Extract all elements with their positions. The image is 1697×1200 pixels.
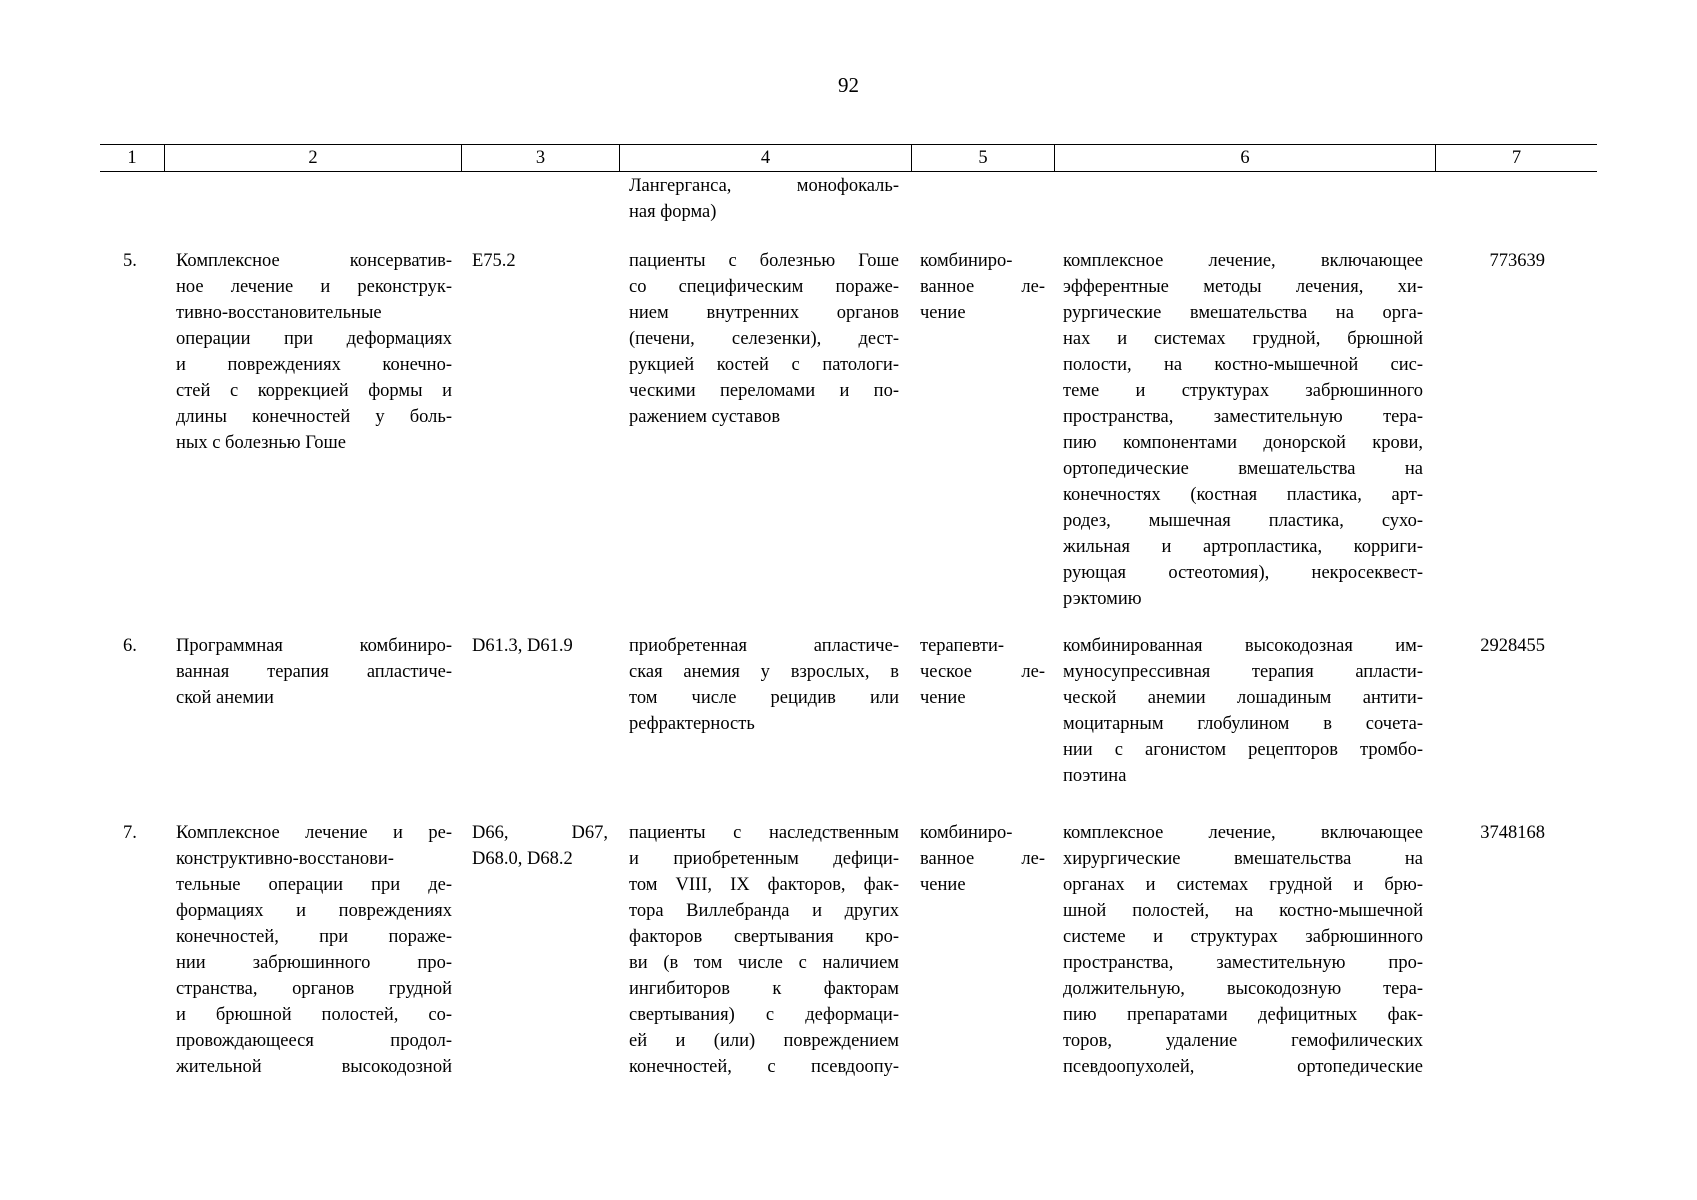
- text-line: том VIII, IX факторов, фак-: [629, 875, 899, 895]
- text-line: ской анемии: [176, 688, 274, 708]
- text-line: стей с коррекцией формы и: [176, 381, 452, 401]
- text-line: приобретенная апластиче-: [629, 636, 899, 656]
- text-line: ческими переломами и по-: [629, 381, 899, 401]
- text-line: органах и системах грудной и брю-: [1063, 875, 1423, 895]
- patient-model: [629, 633, 899, 737]
- treatment-type: [920, 820, 1045, 898]
- column-header-1: 1: [127, 148, 137, 168]
- text-line: конструктивно-восстанови-: [176, 849, 394, 869]
- text-line: факторов свертывания кро-: [629, 927, 899, 947]
- text-line: том числе рецидив или: [629, 688, 899, 708]
- text-line: пациенты с болезнью Гоше: [629, 251, 899, 271]
- column-header-4: 4: [760, 148, 771, 168]
- text-line: пию компонентами донорской крови,: [1063, 433, 1423, 453]
- text-line: операции при деформациях: [176, 329, 452, 349]
- text-line: ных с болезнью Гоше: [176, 433, 346, 453]
- text-line: конечностей, с псевдоопу-: [629, 1057, 899, 1077]
- text-line: псевдоопухолей, ортопедические: [1063, 1057, 1423, 1077]
- text-line: ванная терапия апластиче-: [176, 662, 452, 682]
- text-line: жительной высокодозной: [176, 1057, 452, 1077]
- column-header-3: 3: [535, 148, 546, 168]
- text-line: Комплексное консерватив-: [176, 251, 452, 271]
- text-line: D68.0, D68.2: [472, 849, 573, 869]
- text-line: рующая остеотомия), некросеквест-: [1063, 563, 1423, 583]
- text-line: чение: [920, 303, 966, 323]
- text-line: пию препаратами дефицитных фак-: [1063, 1005, 1423, 1025]
- text-line: ви (в том числе с наличием: [629, 953, 899, 973]
- text-line: должительную, высокодозную тера-: [1063, 979, 1423, 999]
- text-line: поэтина: [1063, 766, 1127, 786]
- text-line: D66, D67,: [472, 823, 608, 843]
- text-line: жильная и артропластика, корриги-: [1063, 537, 1423, 557]
- icd-codes: [472, 820, 608, 872]
- column-header-6: 6: [1240, 148, 1250, 168]
- text-line: E75.2: [472, 251, 516, 271]
- text-line: рэктомию: [1063, 589, 1142, 609]
- text-line: шной полостей, на костно-мышечной: [1063, 901, 1423, 921]
- text-line: торов, удаление гемофилических: [1063, 1031, 1423, 1051]
- text-line: пространства, заместительную тера-: [1063, 407, 1423, 427]
- text-line: пространства, заместительную про-: [1063, 953, 1423, 973]
- text-line: нах и системах грудной, брюшной: [1063, 329, 1423, 349]
- text-line: родез, мышечная пластика, сухо-: [1063, 511, 1423, 531]
- text-line: тора Виллебранда и других: [629, 901, 899, 921]
- row-number: 5.: [123, 251, 137, 271]
- treatment-type: [920, 633, 1045, 711]
- price: 3748168: [1480, 823, 1545, 843]
- text-line: свертывания) с деформаци-: [629, 1005, 899, 1025]
- text-line: моцитарным глобулином в сочета-: [1063, 714, 1423, 734]
- icd-codes: [472, 248, 608, 274]
- text-line: пациенты с наследственным: [629, 823, 899, 843]
- text-line: ческой анемии лошадиным антити-: [1063, 688, 1423, 708]
- treatment-method: [1063, 820, 1423, 1080]
- continuation-cell: [629, 173, 899, 225]
- row-number: 7.: [123, 823, 137, 843]
- text-line: и повреждениях конечно-: [176, 355, 452, 375]
- text-line: странства, органов грудной: [176, 979, 452, 999]
- text-line: Лангерганса, монофокаль-: [629, 176, 899, 196]
- text-line: комбиниро-: [920, 251, 1013, 271]
- text-line: и брюшной полостей, со-: [176, 1005, 452, 1025]
- text-line: рефрактерность: [629, 714, 755, 734]
- technology-name: [176, 633, 452, 711]
- price: 2928455: [1480, 636, 1545, 656]
- text-line: рукцией костей с патологи-: [629, 355, 899, 375]
- text-line: комплексное лечение, включающее: [1063, 251, 1423, 271]
- text-line: муносупрессивная терапия апласти-: [1063, 662, 1423, 682]
- text-line: Программная комбиниро-: [176, 636, 452, 656]
- text-line: (печени, селезенки), дест-: [629, 329, 899, 349]
- text-line: ванное ле-: [920, 277, 1045, 297]
- text-line: нии с агонистом рецепторов тромбо-: [1063, 740, 1423, 760]
- technology-name: [176, 820, 452, 1080]
- text-line: ческое ле-: [920, 662, 1045, 682]
- text-line: комбинированная высокодозная им-: [1063, 636, 1423, 656]
- text-line: тивно-восстановительные: [176, 303, 382, 323]
- column-header-2: 2: [308, 148, 318, 168]
- text-line: со специфическим пораже-: [629, 277, 899, 297]
- text-line: нии забрюшинного про-: [176, 953, 452, 973]
- price: 773639: [1489, 251, 1545, 271]
- text-line: конечностей, при пораже-: [176, 927, 452, 947]
- text-line: длины конечностей у боль-: [176, 407, 452, 427]
- text-line: ванное ле-: [920, 849, 1045, 869]
- text-line: рургические вмешательства на орга-: [1063, 303, 1423, 323]
- page-number: 92: [838, 73, 859, 97]
- treatment-method: [1063, 248, 1423, 612]
- column-header-7: 7: [1511, 148, 1522, 168]
- icd-codes: [472, 633, 608, 659]
- text-line: эфферентные методы лечения, хи-: [1063, 277, 1423, 297]
- text-line: ей и (или) повреждением: [629, 1031, 899, 1051]
- column-header-5: 5: [978, 148, 988, 168]
- text-line: конечностях (костная пластика, арт-: [1063, 485, 1423, 505]
- text-line: теме и структурах забрюшинного: [1063, 381, 1423, 401]
- text-line: D61.3, D61.9: [472, 636, 573, 656]
- patient-model: [629, 820, 899, 1080]
- treatment-method: [1063, 633, 1423, 789]
- text-line: ингибиторов к факторам: [629, 979, 899, 999]
- technology-name: [176, 248, 452, 456]
- text-line: формациях и повреждениях: [176, 901, 452, 921]
- text-line: тельные операции при де-: [176, 875, 452, 895]
- text-line: терапевти-: [920, 636, 1005, 656]
- text-line: ортопедические вмешательства на: [1063, 459, 1423, 479]
- treatment-type: [920, 248, 1045, 326]
- text-line: ражением суставов: [629, 407, 781, 427]
- column-header-row: [100, 144, 1597, 172]
- text-line: чение: [920, 688, 966, 708]
- text-line: и приобретенным дефици-: [629, 849, 899, 869]
- text-line: ное лечение и реконструк-: [176, 277, 452, 297]
- text-line: комбиниро-: [920, 823, 1013, 843]
- text-line: комплексное лечение, включающее: [1063, 823, 1423, 843]
- text-line: нием внутренних органов: [629, 303, 899, 323]
- text-line: системе и структурах забрюшинного: [1063, 927, 1423, 947]
- patient-model: [629, 248, 899, 430]
- text-line: чение: [920, 875, 966, 895]
- text-line: провождающееся продол-: [176, 1031, 452, 1051]
- text-line: хирургические вмешательства на: [1063, 849, 1423, 869]
- text-line: ская анемия у взрослых, в: [629, 662, 899, 682]
- text-line: полости, на костно-мышечной сис-: [1063, 355, 1423, 375]
- text-line: ная форма): [629, 202, 717, 222]
- text-line: Комплексное лечение и ре-: [176, 823, 452, 843]
- row-number: 6.: [123, 636, 137, 656]
